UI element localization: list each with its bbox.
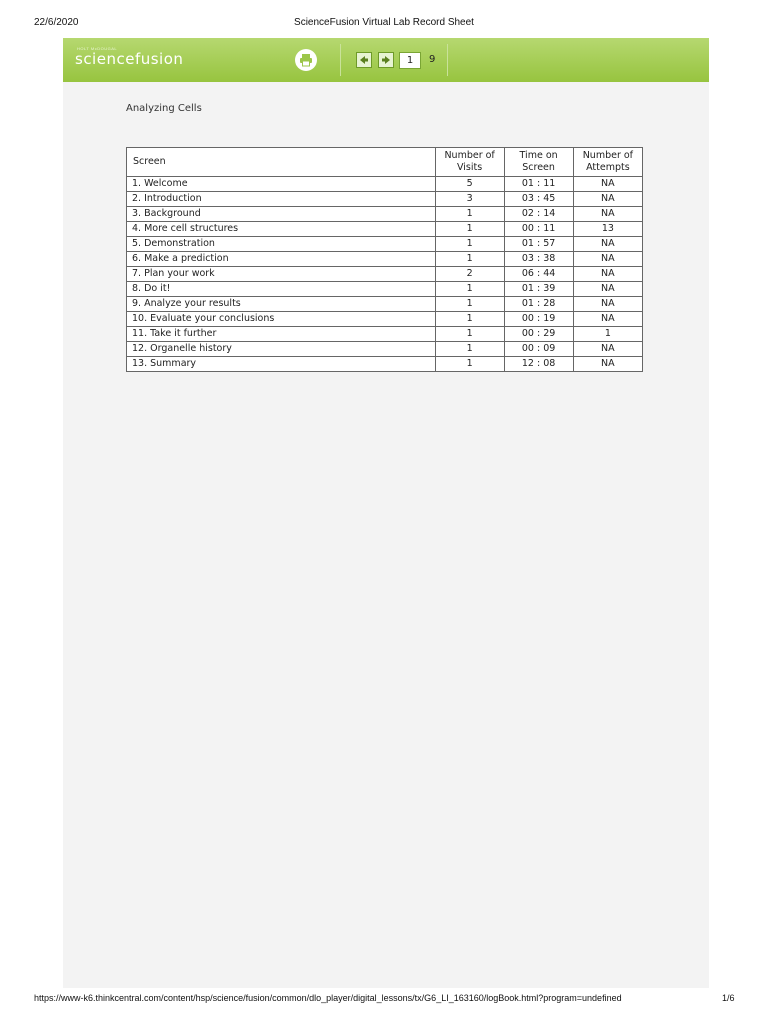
cell-screen: 1. Welcome [127, 177, 436, 192]
header-screen: Screen [127, 148, 436, 177]
table-row [127, 267, 643, 282]
print-header [0, 17, 768, 33]
table-row [127, 342, 643, 357]
cell-time: 06 : 44 [504, 267, 573, 282]
cell-attempts: NA [573, 177, 642, 192]
lab-record-frame [63, 38, 709, 988]
cell-screen: 11. Take it further [127, 327, 436, 342]
logo-text: sciencefusion [75, 50, 184, 68]
table-row [127, 177, 643, 192]
toolbar-divider [447, 44, 448, 76]
cell-time: 01 : 39 [504, 282, 573, 297]
cell-visits: 1 [435, 357, 504, 372]
cell-attempts: NA [573, 282, 642, 297]
cell-attempts: NA [573, 267, 642, 282]
cell-visits: 2 [435, 267, 504, 282]
print-date: 22/6/2020 [34, 17, 79, 28]
cell-screen: 9. Analyze your results [127, 297, 436, 312]
cell-screen: 5. Demonstration [127, 237, 436, 252]
table-row [127, 207, 643, 222]
screen-log-table [126, 147, 643, 372]
cell-time: 01 : 57 [504, 237, 573, 252]
arrow-left-icon [359, 55, 369, 65]
cell-visits: 1 [435, 342, 504, 357]
table-row [127, 237, 643, 252]
cell-visits: 3 [435, 192, 504, 207]
header-visits-line2: Visits [457, 162, 483, 173]
cell-attempts: NA [573, 312, 642, 327]
cell-visits: 1 [435, 312, 504, 327]
table-row [127, 192, 643, 207]
cell-time: 02 : 14 [504, 207, 573, 222]
cell-screen: 2. Introduction [127, 192, 436, 207]
page-number-input[interactable]: 1 [399, 52, 421, 69]
header-time-line1: Time on [519, 150, 558, 161]
toolbar-divider [340, 44, 341, 76]
table-row [127, 297, 643, 312]
next-page-button[interactable] [378, 52, 394, 68]
cell-time: 00 : 29 [504, 327, 573, 342]
header-time-line2: Screen [522, 162, 555, 173]
cell-time: 00 : 11 [504, 222, 573, 237]
cell-visits: 1 [435, 207, 504, 222]
cell-visits: 1 [435, 282, 504, 297]
cell-time: 00 : 09 [504, 342, 573, 357]
cell-screen: 10. Evaluate your conclusions [127, 312, 436, 327]
table-row [127, 357, 643, 372]
cell-visits: 1 [435, 237, 504, 252]
header-visits [435, 148, 504, 177]
cell-visits: 5 [435, 177, 504, 192]
cell-visits: 1 [435, 327, 504, 342]
sciencefusion-logo [75, 43, 195, 73]
cell-screen: 8. Do it! [127, 282, 436, 297]
header-attempts-line2: Attempts [586, 162, 630, 173]
cell-attempts: NA [573, 207, 642, 222]
printer-icon [299, 53, 313, 67]
toolbar [63, 38, 709, 82]
previous-page-button[interactable] [356, 52, 372, 68]
page-total: 9 [429, 54, 436, 65]
lab-title: Analyzing Cells [126, 103, 202, 114]
table-row [127, 327, 643, 342]
logo-small-text: HOLT McDOUGAL [77, 46, 118, 51]
cell-visits: 1 [435, 222, 504, 237]
print-page-number: 1/6 [722, 993, 735, 1003]
cell-attempts: NA [573, 342, 642, 357]
cell-time: 01 : 11 [504, 177, 573, 192]
cell-attempts: NA [573, 192, 642, 207]
cell-screen: 7. Plan your work [127, 267, 436, 282]
cell-visits: 1 [435, 252, 504, 267]
header-attempts-line1: Number of [582, 150, 634, 161]
cell-time: 00 : 19 [504, 312, 573, 327]
cell-attempts: 13 [573, 222, 642, 237]
arrow-right-icon [381, 55, 391, 65]
cell-time: 03 : 38 [504, 252, 573, 267]
cell-screen: 13. Summary [127, 357, 436, 372]
cell-time: 03 : 45 [504, 192, 573, 207]
header-visits-line1: Number of [444, 150, 495, 161]
print-url: https://www-k6.thinkcentral.com/content/hsp/science/fusion/common/dlo_player/digital_lessons/tx/G6_LI_163160/logBook.html?program=undefined [34, 993, 622, 1003]
cell-time: 12 : 08 [504, 357, 573, 372]
cell-attempts: NA [573, 297, 642, 312]
header-attempts [573, 148, 642, 177]
cell-screen: 6. Make a prediction [127, 252, 436, 267]
table-header-row [127, 148, 643, 177]
table-row [127, 282, 643, 297]
cell-attempts: NA [573, 357, 642, 372]
table-row [127, 312, 643, 327]
table-row [127, 252, 643, 267]
cell-time: 01 : 28 [504, 297, 573, 312]
cell-attempts: NA [573, 252, 642, 267]
cell-screen: 4. More cell structures [127, 222, 436, 237]
cell-screen: 12. Organelle history [127, 342, 436, 357]
table-row [127, 222, 643, 237]
cell-visits: 1 [435, 297, 504, 312]
print-title: ScienceFusion Virtual Lab Record Sheet [294, 17, 474, 28]
header-time [504, 148, 573, 177]
cell-attempts: NA [573, 237, 642, 252]
cell-attempts: 1 [573, 327, 642, 342]
cell-screen: 3. Background [127, 207, 436, 222]
print-button[interactable] [295, 49, 317, 71]
